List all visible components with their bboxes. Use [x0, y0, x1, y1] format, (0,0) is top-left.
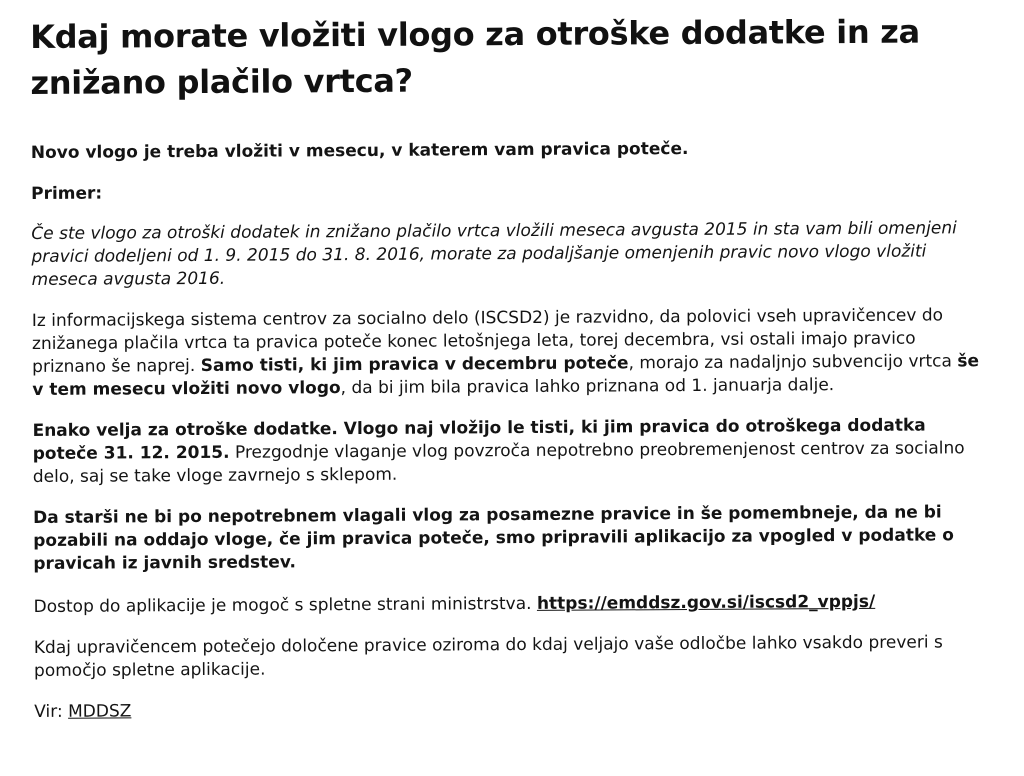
- iscsd-paragraph: [32, 304, 993, 402]
- aplikacija-paragraph: Da starši ne bi po nepotrebnem vlagali vlog za posamezne pravice in še pomembneje, da ne bi pozabili na oddajo vloge, če jim pravica poteče, smo pripravili aplikacijo za vpogled v podatke o pravicah iz javnih sredstev.: [33, 502, 954, 574]
- example-label: Primer:: [31, 183, 103, 204]
- access-text: Dostop do aplikacije je mogoč s spletne strani ministrstva.: [33, 593, 537, 617]
- dodatki-bold: Enako velja za otroške dodatke. Vlogo naj vložijo le tisti, ki jim pravica do otroškega dodatka poteče 31. 12. 2015.: [32, 415, 926, 464]
- app-link[interactable]: https://emddsz.gov.si/iscsd2_vppjs/: [536, 591, 876, 614]
- iscsd-bold-1: Samo tisti, ki jim pravica v decembru poteče: [200, 353, 629, 376]
- iscsd-bold-2: še v tem mesecu vložiti novo vlogo: [32, 351, 980, 400]
- access-paragraph: [34, 590, 994, 619]
- document-page: [30, 8, 994, 724]
- intro-paragraph: Novo vlogo je treba vložiti v mesecu, v katerem vam pravica poteče.: [30, 138, 689, 163]
- dodatki-text: Prezgodnje vlaganje vlog povzroča nepotrebno preobremenjenost centrov za socialno delo, saj se take vloge zavrnejo s sklepom.: [32, 438, 965, 487]
- iscsd-text-2: , morajo za nadaljnjo subvencijo vrtca: [628, 351, 958, 374]
- source-link[interactable]: MDDSZ: [68, 701, 132, 722]
- check-paragraph: Kdaj upravičencem potečejo določene pravice oziroma do kdaj veljajo vaše odločbe lahko vsakdo preveri s pomočjo spletne aplikacije.: [33, 632, 943, 681]
- page-title: Kdaj morate vložiti vlogo za otroške dodatke in za znižano plačilo vrtca?: [30, 12, 920, 102]
- source-line: [34, 695, 994, 724]
- dodatki-paragraph: [32, 414, 992, 489]
- iscsd-text-1: Iz informacijskega sistema centrov za socialno delo (ISCSD2) je razvidno, da polovici vseh upravičencev do znižanega plačila vrtca ta pravica poteče konec letošnjega leta, torej decembra, vsi ostali imajo pravico priznano še naprej.: [31, 305, 944, 377]
- source-label: Vir:: [34, 701, 69, 722]
- iscsd-text-3: , da bi jim bila pravica lahko priznana od 1. januarja dalje.: [340, 375, 835, 399]
- example-paragraph: Če ste vlogo za otroški dodatek in znižano plačilo vrtca vložili meseca avgusta 2015 in sta vam bili omenjeni pravici dodeljeni od 1. 9. 2015 do 31. 8. 2016, morate za podaljšanje omenjenih pravic novo vlogo vložiti meseca avgusta 2016.: [31, 218, 957, 290]
